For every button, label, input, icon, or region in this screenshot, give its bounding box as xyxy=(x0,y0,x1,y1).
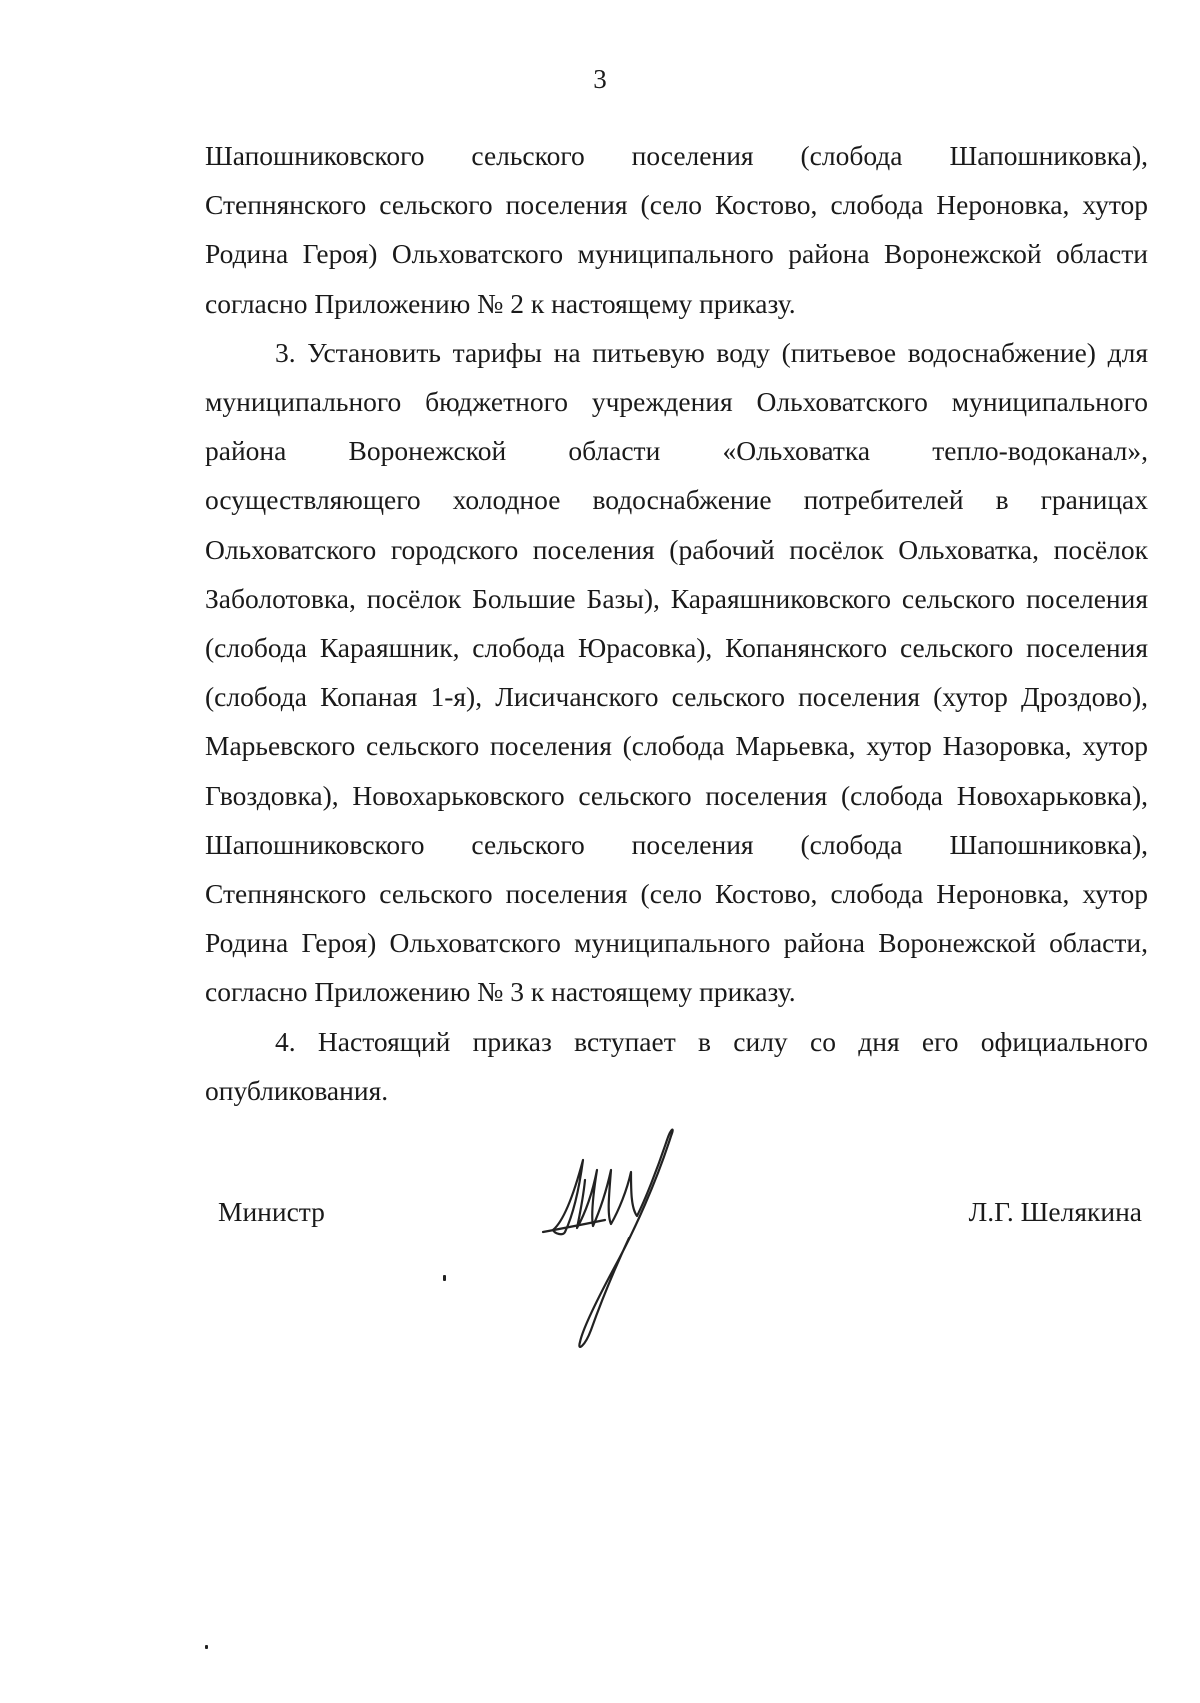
page-number: 3 xyxy=(593,64,607,94)
paragraph-continuation: Шапошниковского сельского поселения (слобода Шапошниковка), Степнянского сельского поселения (село Костово, слобода Нероновка, хутор Родина Героя) Ольховатского муниципального района Воронежской области согласно Приложению № 2 к настоящему приказу. xyxy=(205,140,1148,319)
document-body xyxy=(205,131,1148,1115)
signer-position: Министр xyxy=(218,1196,325,1227)
signer-name: Л.Г. Шелякина xyxy=(968,1196,1142,1227)
paragraph-item-4: 4. Настоящий приказ вступает в силу со дня его официального опубликования. xyxy=(205,1025,1148,1106)
scan-speck xyxy=(205,1645,208,1649)
scan-speck xyxy=(443,1275,446,1281)
paragraph-item-3: 3. Установить тарифы на питьевую воду (питьевое водоснабжение) для муниципального бюджетного учреждения Ольховатского муниципального района Воронежской области «Ольховатка тепло-водоканал», осуществляющего холодное водоснабжение потребителей в границах Ольховатского городского поселения (рабочий посёлок Ольховатка, посёлок Заболотовка, посёлок Большие Базы), Караяшниковского сельского поселения (слобода Караяшник, слобода Юрасовка), Копанянского сельского поселения (слобода Копаная 1-я), Лисичанского сельского поселения (хутор Дроздово), Марьевского сельского поселения (слобода Марьевка, хутор Назоровка, хутор Гвоздовка), Новохарьковского сельского поселения (слобода Новохарьковка), Шапошниковского сельского поселения (слобода Шапошниковка), Степнянского сельского поселения (село Костово, слобода Нероновка, хутор Родина Героя) Ольховатского муниципального района Воронежской области, согласно Приложению № 3 к настоящему приказу. xyxy=(205,336,1148,1008)
handwritten-signature xyxy=(535,1120,735,1350)
